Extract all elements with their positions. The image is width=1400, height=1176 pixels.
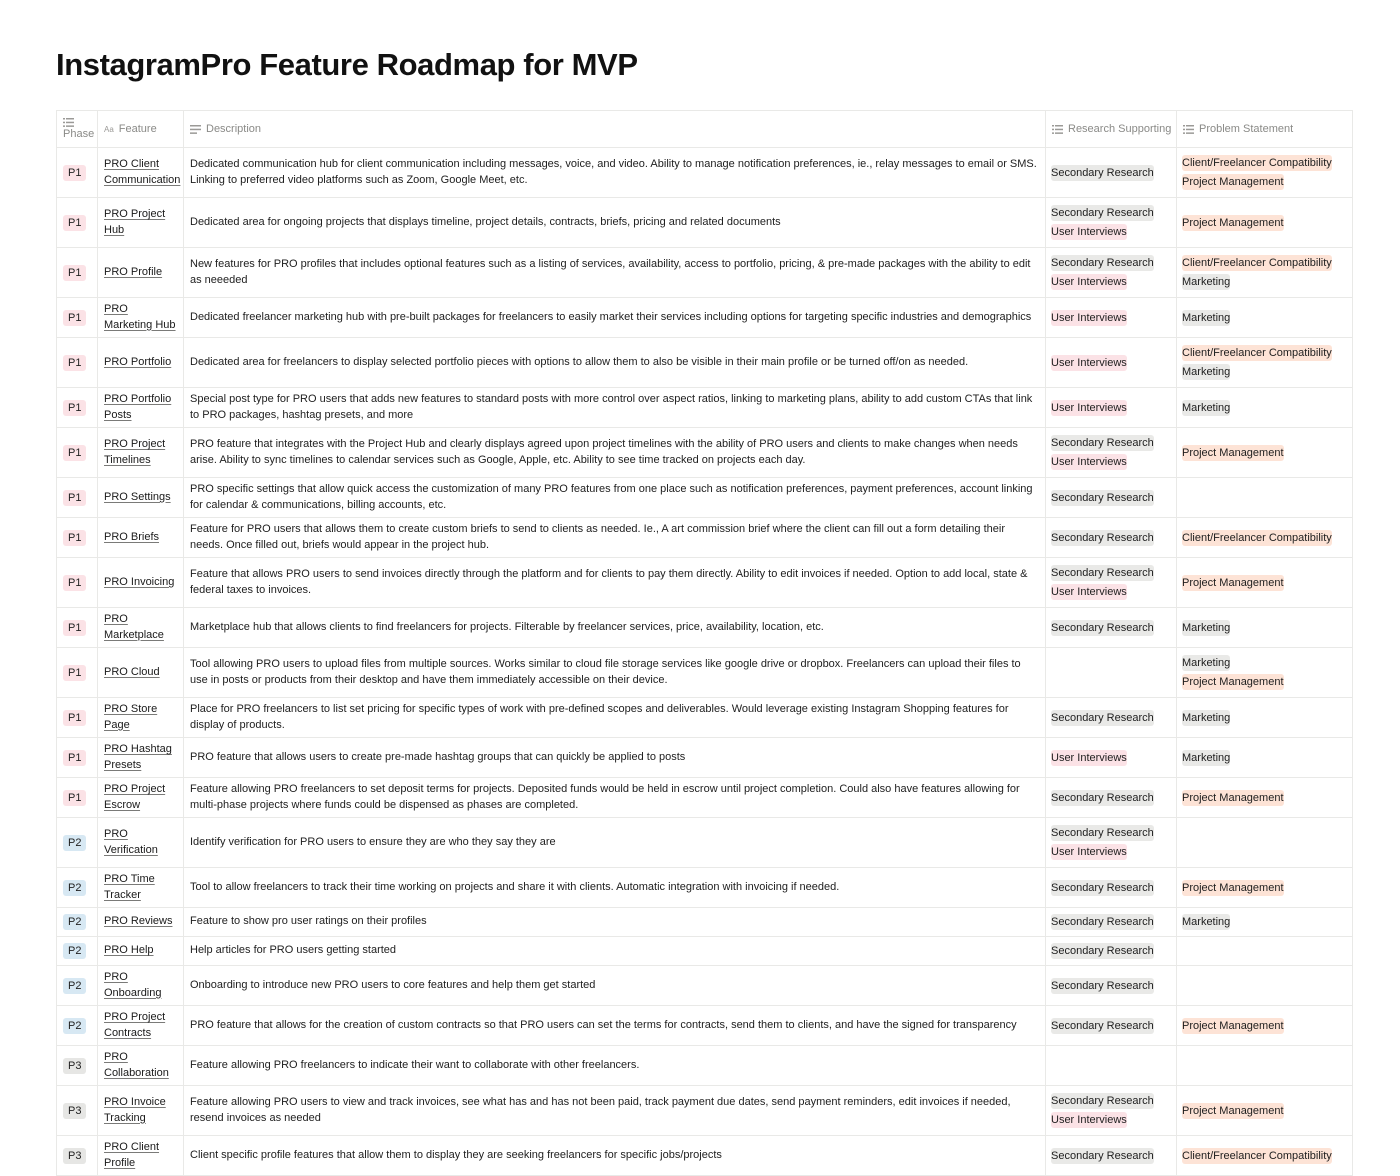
research-cell[interactable] [1046,868,1177,908]
research-cell[interactable] [1046,648,1177,698]
research-tag: Secondary Research [1051,567,1154,579]
text-type-icon: Aa [104,124,114,134]
text-lines-icon [190,125,201,134]
phase-cell[interactable] [57,778,98,818]
research-cell[interactable] [1046,198,1177,248]
list-icon [63,118,74,127]
phase-cell[interactable] [57,738,98,778]
problem-tag: Marketing [1182,401,1231,414]
research-cell[interactable] [1046,908,1177,937]
phase-badge: P1 [63,665,86,681]
feature-cell[interactable] [98,1046,184,1086]
phase-badge: P2 [63,1018,86,1034]
research-tag: Secondary Research [1051,531,1154,544]
description-cell[interactable]: Marketplace hub that allows clients to find freelancers for projects. Filterable by freelancer services, price, availability, location, etc. [184,608,1046,648]
research-cell[interactable] [1046,966,1177,1006]
phase-badge: P1 [63,355,86,371]
description-cell[interactable]: Feature to show pro user ratings on their profiles [184,908,1046,937]
research-tag: Secondary Research [1051,257,1154,269]
phase-cell[interactable] [57,248,98,298]
phase-cell[interactable] [57,1046,98,1086]
table-row[interactable] [57,1136,1353,1176]
problem-tag: Client/Freelancer Compatibility [1182,1149,1332,1162]
feature-cell[interactable] [98,148,184,198]
research-tag: Secondary Research [1051,1095,1154,1107]
research-cell[interactable] [1046,698,1177,738]
feature-cell[interactable] [98,198,184,248]
phase-badge: P1 [63,215,86,231]
problem-tag: Project Management [1182,216,1284,229]
column-header-label: Research Supporting [1068,123,1172,135]
research-cell[interactable] [1046,937,1177,966]
phase-cell[interactable] [57,428,98,478]
feature-cell[interactable] [98,698,184,738]
column-header-research[interactable] [1046,111,1177,148]
feature-cell[interactable] [98,1086,184,1136]
feature-link[interactable]: PRO Marketplace [104,613,164,641]
feature-cell[interactable] [98,518,184,558]
feature-cell[interactable] [98,908,184,937]
roadmap-table [56,110,1353,1176]
phase-badge: P3 [63,1058,86,1074]
problem-tag: Project Management [1182,576,1284,589]
research-tag: Secondary Research [1051,827,1154,839]
research-cell[interactable] [1046,1046,1177,1086]
phase-cell[interactable] [57,388,98,428]
feature-link[interactable]: PRO Cloud [104,665,160,678]
phase-badge: P1 [63,445,86,461]
research-tag: Secondary Research [1051,166,1154,179]
research-tag: Secondary Research [1051,1019,1154,1032]
description-cell[interactable]: PRO specific settings that allow quick access the customization of many PRO features from one place such as notification preferences, payment preferences, account linking for calendar & communications, billing accounts, etc. [184,478,1046,518]
problem-tag: Project Management [1182,176,1284,188]
research-cell[interactable] [1046,338,1177,388]
problem-cell[interactable] [1177,966,1353,1006]
feature-cell[interactable] [98,388,184,428]
phase-cell[interactable] [57,1086,98,1136]
problem-tag: Client/Freelancer Compatibility [1182,157,1332,169]
feature-link[interactable]: PRO Collaboration [104,1051,169,1079]
problem-cell[interactable] [1177,518,1353,558]
research-tag: Secondary Research [1051,1149,1154,1162]
research-cell[interactable] [1046,778,1177,818]
problem-tag: Marketing [1182,621,1231,634]
table-row[interactable] [57,298,1353,338]
description-cell[interactable]: Help articles for PRO users getting started [184,937,1046,966]
phase-cell[interactable] [57,298,98,338]
description-cell[interactable]: New features for PRO profiles that includes optional features such as a listing of services, availability, access to portfolio, pricing, & pre-made packages with the ability to edit as neeeded [184,248,1046,298]
feature-link[interactable]: PRO Time Tracker [104,873,155,901]
description-cell[interactable]: Identify verification for PRO users to ensure they are who they say they are [184,818,1046,868]
research-cell[interactable] [1046,428,1177,478]
problem-tag: Project Management [1182,446,1284,459]
research-cell[interactable] [1046,248,1177,298]
description-cell[interactable]: PRO feature that allows for the creation of custom contracts so that PRO users can set the terms for contracts, send them to clients, and have the signed for transparency [184,1006,1046,1046]
problem-cell[interactable] [1177,868,1353,908]
problem-tag: Project Management [1182,791,1284,804]
research-tag: User Interviews [1051,586,1127,598]
problem-tag: Marketing [1182,916,1231,928]
problem-cell[interactable] [1177,478,1353,518]
phase-badge: P1 [63,165,86,181]
feature-cell[interactable] [98,608,184,648]
feature-link[interactable]: PRO Settings [104,490,171,503]
feature-cell[interactable] [98,338,184,388]
description-cell[interactable]: Tool to allow freelancers to track their time working on projects and share it with clients. Automatic integration with invoicing if needed. [184,868,1046,908]
list-icon [1183,125,1194,134]
description-cell[interactable]: Tool allowing PRO users to upload files from multiple sources. Works similar to cloud file storage services like google drive or dropbox. Freelancers can upload their files to use in posts or products from their desktop and have them immediately accessible on their device. [184,648,1046,698]
feature-link[interactable]: PRO Invoice Tracking [104,1096,166,1124]
description-cell[interactable]: Special post type for PRO users that adds new features to standard posts with more control over aspect ratios, linking to marketing plans, ability to add custom CTAs that link to PRO packages, hashtag presets, and more [184,388,1046,428]
research-tag: Secondary Research [1051,491,1154,504]
research-tag: User Interviews [1051,311,1127,324]
table-row[interactable] [57,738,1353,778]
research-tag: User Interviews [1051,751,1127,764]
problem-tag: Client/Freelancer Compatibility [1182,531,1332,544]
problem-cell[interactable] [1177,298,1353,338]
problem-cell[interactable] [1177,648,1353,698]
problem-cell[interactable] [1177,388,1353,428]
table-body [57,148,1353,1176]
problem-tag: Marketing [1182,311,1231,324]
phase-cell[interactable] [57,868,98,908]
feature-cell[interactable] [98,478,184,518]
problem-tag: Project Management [1182,1104,1284,1117]
research-tag: Secondary Research [1051,711,1154,724]
table-row[interactable] [57,518,1353,558]
table-row[interactable] [57,608,1353,648]
research-tag: Secondary Research [1051,979,1154,992]
research-tag: User Interviews [1051,456,1127,468]
phase-cell[interactable] [57,648,98,698]
problem-tag: Marketing [1182,711,1231,724]
phase-badge: P2 [63,943,86,959]
column-header-label: Phase [63,128,95,140]
feature-link[interactable]: PRO Store Page [104,703,158,731]
feature-cell[interactable] [98,738,184,778]
problem-cell[interactable] [1177,198,1353,248]
table-row[interactable] [57,1086,1353,1136]
table-row[interactable] [57,1046,1353,1086]
phase-badge: P1 [63,790,86,806]
phase-badge: P2 [63,835,86,851]
phase-cell[interactable] [57,148,98,198]
problem-tag: Marketing [1182,276,1231,288]
phase-badge: P1 [63,265,86,281]
research-cell[interactable] [1046,608,1177,648]
problem-tag: Marketing [1182,657,1231,669]
feature-link[interactable]: PRO Project Escrow [104,783,166,811]
description-cell[interactable]: Client specific profile features that allow them to display they are seeking freelancers for specific jobs/projects [184,1136,1046,1176]
phase-badge: P1 [63,490,86,506]
research-tag: User Interviews [1051,226,1127,238]
feature-link[interactable]: PRO Portfolio [104,355,172,368]
description-cell[interactable]: Dedicated freelancer marketing hub with pre-built packages for freelancers to easily market their services including options for targeting specific industries and demographics [184,298,1046,338]
feature-link[interactable]: PRO Marketing Hub [104,303,176,331]
table-row[interactable] [57,558,1353,608]
problem-cell[interactable] [1177,428,1353,478]
phase-badge: P1 [63,620,86,636]
description-cell[interactable]: Feature allowing PRO freelancers to set deposit terms for projects. Deposited funds would be held in escrow until project completion. Could also have features allowing for multi-phase projects where funds could be dispensed as phases are completed. [184,778,1046,818]
research-cell[interactable] [1046,148,1177,198]
phase-cell[interactable] [57,608,98,648]
research-tag: User Interviews [1051,1114,1127,1126]
table-header-row [57,111,1353,148]
table-row[interactable] [57,648,1353,698]
problem-cell[interactable] [1177,908,1353,937]
description-cell[interactable]: Feature that allows PRO users to send invoices directly through the platform and for clients to pay them directly. Ability to edit invoices if needed. Option to add local, state & federal taxes to invoices. [184,558,1046,608]
feature-cell[interactable] [98,558,184,608]
feature-cell[interactable] [98,868,184,908]
phase-cell[interactable] [57,1006,98,1046]
feature-link[interactable]: PRO Profile [104,265,163,278]
description-cell[interactable]: Dedicated area for ongoing projects that displays timeline, project details, contracts, briefs, pricing and related documents [184,198,1046,248]
table-row[interactable] [57,818,1353,868]
problem-cell[interactable] [1177,338,1353,388]
problem-cell[interactable] [1177,1006,1353,1046]
feature-cell[interactable] [98,937,184,966]
phase-cell[interactable] [57,478,98,518]
column-header-label: Feature [118,123,157,135]
phase-cell[interactable] [57,966,98,1006]
feature-link[interactable]: PRO Reviews [104,915,173,928]
problem-cell[interactable] [1177,1046,1353,1086]
problem-tag: Project Management [1182,881,1284,894]
feature-link[interactable]: PRO Invoicing [104,575,175,588]
phase-cell[interactable] [57,908,98,937]
column-header-label: Description [206,123,262,135]
table-row[interactable] [57,868,1353,908]
phase-cell[interactable] [57,937,98,966]
phase-badge: P1 [63,710,86,726]
problem-cell[interactable] [1177,818,1353,868]
table-row[interactable] [57,148,1353,198]
feature-link[interactable]: PRO Onboarding [104,971,162,999]
table-row[interactable] [57,338,1353,388]
description-cell[interactable]: PRO feature that integrates with the Project Hub and clearly displays agreed upon project timelines with the ability of PRO users and clients to make changes when needs arise. Ability to sync timelines to calendar services such as Google, Apple, etc. Ability to see time tracked on projects each day. [184,428,1046,478]
feature-link[interactable]: PRO Hashtag Presets [104,743,172,771]
feature-link[interactable]: PRO Client Communication [104,158,181,186]
phase-badge: P3 [63,1148,86,1164]
problem-cell[interactable] [1177,148,1353,198]
feature-link[interactable]: PRO Portfolio Posts [104,393,172,421]
research-cell[interactable] [1046,388,1177,428]
table-row[interactable] [57,478,1353,518]
feature-cell[interactable] [98,818,184,868]
phase-badge: P2 [63,978,86,994]
feature-cell[interactable] [98,1006,184,1046]
feature-link[interactable]: PRO Client Profile [104,1141,160,1169]
problem-cell[interactable] [1177,778,1353,818]
phase-cell[interactable] [57,338,98,388]
phase-cell[interactable] [57,518,98,558]
research-cell[interactable] [1046,478,1177,518]
research-cell[interactable] [1046,518,1177,558]
research-tag: Secondary Research [1051,916,1154,928]
problem-tag: Client/Freelancer Compatibility [1182,257,1332,269]
problem-tag: Project Management [1182,676,1284,688]
column-header-problem[interactable] [1177,111,1353,148]
table-row[interactable] [57,908,1353,937]
research-tag: Secondary Research [1051,791,1154,804]
problem-tag: Marketing [1182,366,1231,378]
list-icon [1052,125,1063,134]
phase-cell[interactable] [57,198,98,248]
phase-cell[interactable] [57,558,98,608]
table-row[interactable] [57,428,1353,478]
column-header-feature[interactable] [98,111,184,148]
description-cell[interactable]: Feature allowing PRO users to view and track invoices, see what has and has not been paid, track payment due dates, send payment reminders, edit invoices if needed, resend invoices as needed [184,1086,1046,1136]
research-cell[interactable] [1046,818,1177,868]
problem-tag: Project Management [1182,1019,1284,1032]
description-cell[interactable]: Dedicated area for freelancers to display selected portfolio pieces with options to allow them to also be visible in their main profile or be turned off/on as needed. [184,338,1046,388]
phase-badge: P2 [63,914,86,930]
problem-tag: Marketing [1182,751,1231,764]
table-row[interactable] [57,778,1353,818]
table-row[interactable] [57,698,1353,738]
table-row[interactable] [57,966,1353,1006]
feature-link[interactable]: PRO Project Contracts [104,1011,166,1039]
research-tag: Secondary Research [1051,881,1154,894]
research-tag: User Interviews [1051,356,1127,369]
feature-link[interactable]: PRO Project Hub [104,208,166,236]
problem-cell[interactable] [1177,738,1353,778]
description-cell[interactable]: Feature allowing PRO freelancers to indicate their want to collaborate with other freelancers. [184,1046,1046,1086]
phase-badge: P2 [63,880,86,896]
table-row[interactable] [57,248,1353,298]
table-row[interactable] [57,937,1353,966]
research-tag: Secondary Research [1051,437,1154,449]
research-cell[interactable] [1046,738,1177,778]
phase-badge: P3 [63,1103,86,1119]
problem-cell[interactable] [1177,558,1353,608]
table-row[interactable] [57,1006,1353,1046]
description-cell[interactable]: Onboarding to introduce new PRO users to core features and help them get started [184,966,1046,1006]
phase-badge: P1 [63,310,86,326]
problem-tag: Client/Freelancer Compatibility [1182,347,1332,359]
description-cell[interactable]: PRO feature that allows users to create pre-made hashtag groups that can quickly be applied to posts [184,738,1046,778]
column-header-description[interactable] [184,111,1046,148]
phase-badge: P1 [63,530,86,546]
phase-badge: P1 [63,400,86,416]
phase-cell[interactable] [57,698,98,738]
research-tag: Secondary Research [1051,945,1154,957]
feature-link[interactable]: PRO Briefs [104,530,160,543]
problem-cell[interactable] [1177,698,1353,738]
phase-badge: P1 [63,750,86,766]
research-tag: User Interviews [1051,276,1127,288]
problem-cell[interactable] [1177,1136,1353,1176]
feature-cell[interactable] [98,966,184,1006]
problem-cell[interactable] [1177,937,1353,966]
feature-cell[interactable] [98,428,184,478]
feature-link[interactable]: PRO Project Timelines [104,438,166,466]
description-cell[interactable]: Place for PRO freelancers to list set pricing for specific types of work with pre-defined scopes and deliverables. Would leverage existing Instagram Shopping features for display of products. [184,698,1046,738]
phase-badge: P1 [63,575,86,591]
problem-cell[interactable] [1177,248,1353,298]
research-cell[interactable] [1046,1006,1177,1046]
description-cell[interactable]: Feature for PRO users that allows them to create custom briefs to send to clients as needed. Ie., A art commission brief where the client can fill out a form detailing their needs. Once filled out, briefs would appear in the project hub. [184,518,1046,558]
research-cell[interactable] [1046,558,1177,608]
feature-cell[interactable] [98,248,184,298]
feature-link[interactable]: PRO Help [104,944,154,957]
feature-cell[interactable] [98,778,184,818]
research-cell[interactable] [1046,1086,1177,1136]
column-header-phase[interactable] [57,111,98,148]
research-tag: User Interviews [1051,846,1127,858]
column-header-label: Problem Statement [1199,123,1294,135]
feature-cell[interactable] [98,298,184,338]
research-cell[interactable] [1046,298,1177,338]
phase-cell[interactable] [57,818,98,868]
phase-cell[interactable] [57,1136,98,1176]
table-row[interactable] [57,198,1353,248]
research-tag: Secondary Research [1051,207,1154,219]
research-tag: User Interviews [1051,401,1127,414]
research-cell[interactable] [1046,1136,1177,1176]
feature-cell[interactable] [98,1136,184,1176]
page-title: InstagramPro Feature Roadmap for MVP [56,47,638,82]
table-row[interactable] [57,388,1353,428]
problem-cell[interactable] [1177,608,1353,648]
feature-link[interactable]: PRO Verification [104,828,158,856]
problem-cell[interactable] [1177,1086,1353,1136]
feature-cell[interactable] [98,648,184,698]
description-cell[interactable]: Dedicated communication hub for client communication including messages, voice, and video. Ability to manage notification preferences, ie., relay messages to email or SMS. Linking to preferred video platforms such as Zoom, Google Meet, etc. [184,148,1046,198]
research-tag: Secondary Research [1051,621,1154,634]
